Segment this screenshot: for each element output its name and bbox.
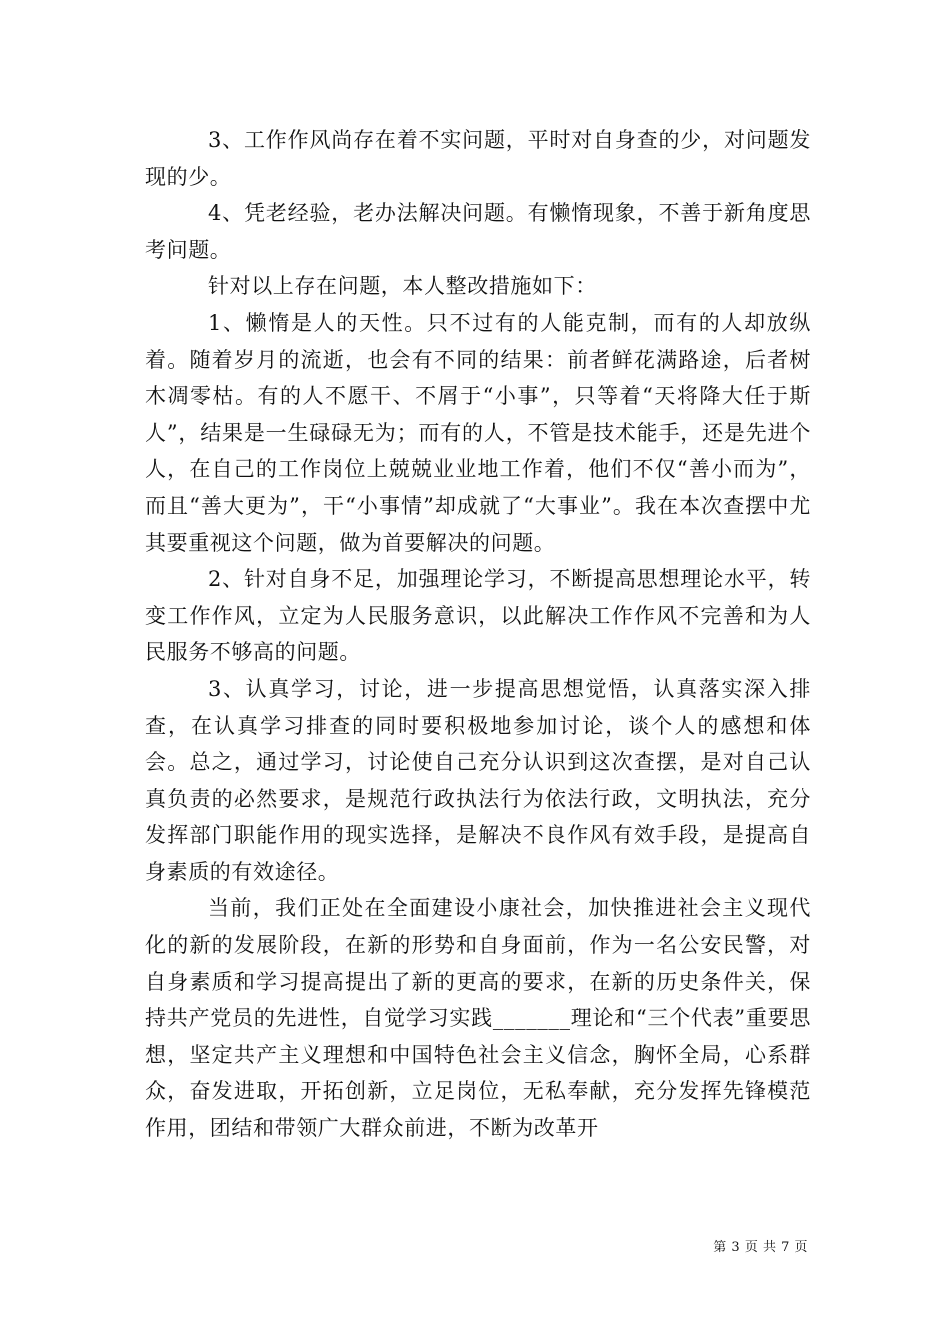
document-body bbox=[145, 122, 811, 1147]
paragraph-measure-3: 3、认真学习，讨论，进一步提高思想觉悟，认真落实深入排查，在认真学习排查的同时要积极地参加讨论，谈个人的感想和体会。总之，通过学习，讨论使自己充分认识到这次查摆，是对自己认真负责的必然要求，是规范行政执法行为依法行政，文明执法，充分发挥部门职能作用的现实选择，是解决不良作风有效手段，是提高自身素质的有效途径。 bbox=[145, 676, 811, 884]
paragraph-current-situation: 当前，我们正处在全面建设小康社会，加快推进社会主义现代化的新的发展阶段，在新的形势和自身面前，作为一名公安民警，对自身素质和学习提高提出了新的更高的要求，在新的历史条件关，保持共产党员的先进性，自觉学习实践_______理论和“三个代表”重要思想，坚定共产主义理想和中国特色社会主义信念，胸怀全局，心系群众，奋发进取，开拓创新，立足岗位，无私奉献，充分发挥先锋模范作用，团结和带领广大群众前进，不断为改革开 bbox=[145, 896, 811, 1141]
paragraph-issue-4: 4、凭老经验，老办法解决问题。有懒惰现象，不善于新角度思考问题。 bbox=[145, 201, 811, 262]
paragraph-measure-1: 1、懒惰是人的天性。只不过有的人能克制，而有的人却放纵着。随着岁月的流逝，也会有不同的结果：前者鲜花满路途，后者树木凋零枯。有的人不愿干、不屑于“小事”，只等着“天将降大任于斯人”，结果是一生碌碌无为；而有的人，不管是技术能手，还是先进个人，在自己的工作岗位上兢兢业业地工作着，他们不仅“善小而为”，而且“善大更为”，干“小事情”却成就了“大事业”。我在本次查摆中尤其要重视这个问题，做为首要解决的问题。 bbox=[145, 310, 811, 555]
page-number: 第 3 页 共 7 页 bbox=[713, 1240, 808, 1255]
paragraph-issue-3: 3、工作作风尚存在着不实问题，平时对自身查的少，对问题发现的少。 bbox=[145, 128, 811, 189]
paragraph-measure-2: 2、针对自身不足，加强理论学习，不断提高思想理论水平，转变工作作风，立定为人民服务意识，以此解决工作作风不完善和为人民服务不够高的问题。 bbox=[145, 567, 811, 665]
paragraph-measures-intro: 针对以上存在问题，本人整改措施如下： bbox=[208, 274, 597, 299]
